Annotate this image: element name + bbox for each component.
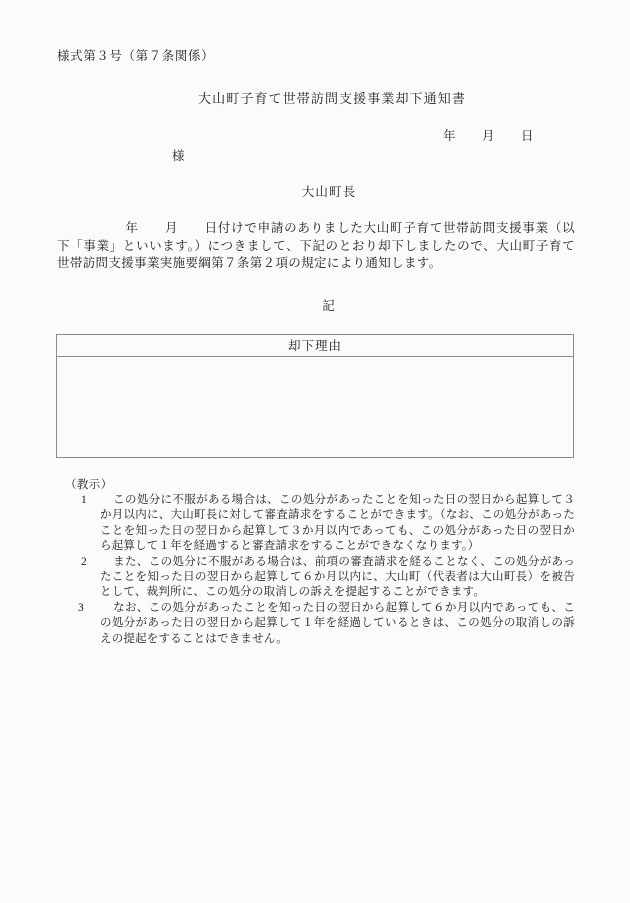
issue-date-line xyxy=(443,126,534,144)
notice-item-text: この処分に不服がある場合は、この処分があったことを知った日の翌日から起算して３か月以内に、大山町長に対して審査請求をすることができます。（なお、この処分があったことを知った日の翌日から起算して３か月以内であっても、この処分があった日の翌日から起算して１年を経過すると審査請求をすることができなくなります。） xyxy=(100,494,575,553)
notice-item-text: なお、この処分があったことを知った日の翌日から起算して６か月以内であっても、この処分があった日の翌日から起算して１年を経過しているときは、この処分の取消しの訴えの提起をすることはできません。 xyxy=(100,601,575,645)
body-paragraph xyxy=(57,220,575,273)
addressee-suffix: 様 xyxy=(172,149,186,163)
notice-item-number: 1 xyxy=(81,494,87,506)
table-header-row xyxy=(57,335,574,357)
appeal-instructions xyxy=(65,476,575,647)
page-title: 大山町子育て世帯訪問支援事業却下通知書 xyxy=(198,91,466,106)
rejection-reason-value[interactable] xyxy=(57,357,574,458)
notice-item-number: 2 xyxy=(81,555,87,568)
list-item xyxy=(65,601,575,647)
rejection-reason-header: 却下理由 xyxy=(57,335,574,357)
notice-item-text: また、この処分に不服がある場合は、前項の審査請求を経ることなく、この処分があったことを知った日の翌日から起算して６か月以内に、大山町（代表者は大山町長）を被告として、裁判所に、この処分の取消しの訴えを提起することができます。 xyxy=(100,555,575,599)
notice-item-number: 3 xyxy=(78,601,84,614)
issuer-name: 大山町長 xyxy=(301,185,357,199)
application-date-month: 月 xyxy=(164,221,179,235)
list-item xyxy=(65,493,575,555)
appeal-instructions-heading: （教示） xyxy=(65,479,113,491)
list-item xyxy=(65,555,575,601)
form-number: 様式第３号（第７条関係） xyxy=(57,49,215,63)
table-row xyxy=(57,357,574,458)
application-date-year: 年 xyxy=(125,221,139,235)
issue-date-year: 年 xyxy=(443,129,457,143)
rejection-reason-table xyxy=(56,334,574,458)
ki-mark: 記 xyxy=(322,299,336,313)
issue-date-month: 月 xyxy=(482,129,496,143)
body-paragraph-text: 日付けで申請のありました大山町子育て世帯訪問支援事業（以下「事業」といいます。）につきまして、下記のとおり却下しましたので、大山町子育て世帯訪問支援事業実施要綱第７条第２項の規定により通知します。 xyxy=(57,221,575,271)
issue-date-day: 日 xyxy=(521,129,535,143)
